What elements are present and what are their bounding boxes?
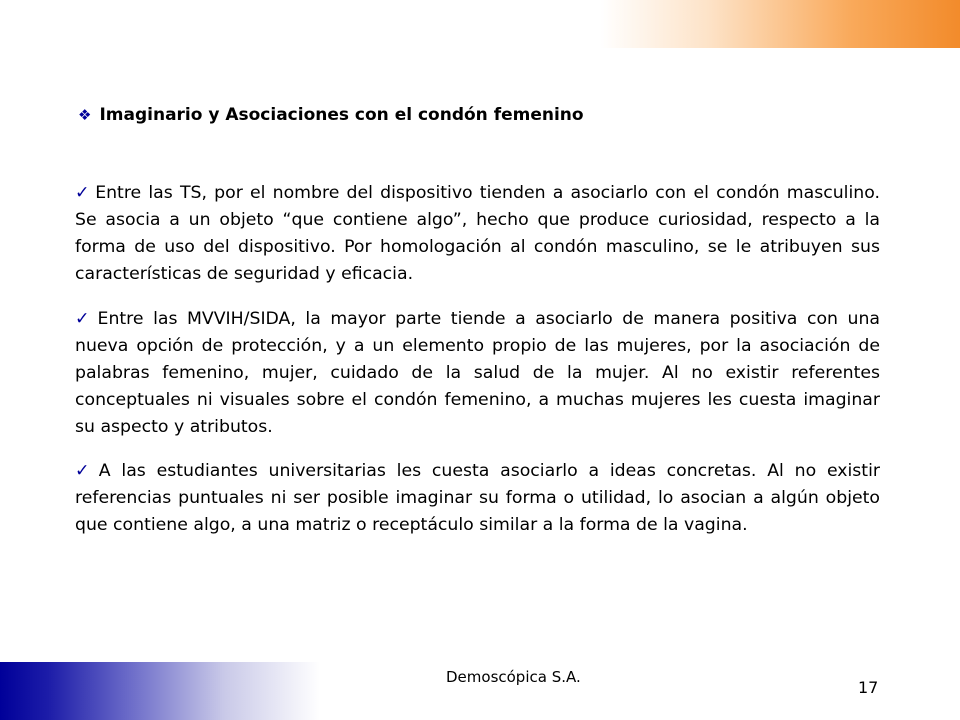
diamond-bullet-icon: ❖ bbox=[78, 106, 92, 124]
bottom-blue-gradient-band bbox=[0, 662, 320, 720]
page-number: 17 bbox=[858, 678, 879, 697]
checkmark-icon: ✓ bbox=[75, 309, 94, 329]
paragraph-ts-text: Entre las TS, por el nombre del dispositivo tienden a asociarlo con el condón masculino. Se asocia a un objeto “que contiene algo”, hecho que produce curiosidad, respecto a la forma de uso del dispositivo. Por homologación al condón masculino, se le atribuyen sus características de seguridad y eficacia. bbox=[75, 183, 880, 284]
paragraph-students-text: A las estudiantes universitarias les cuesta asociarlo a ideas concretas. Al no existir referencias puntuales ni ser posible imaginar su forma o utilidad, lo asocian a algún objeto que contiene algo, a una matriz o receptáculo similar a la forma de la vagina. bbox=[75, 461, 880, 535]
footer-company: Demoscópica S.A. bbox=[446, 668, 581, 686]
paragraph-mvvih bbox=[75, 306, 880, 441]
paragraph-ts bbox=[75, 180, 880, 288]
paragraph-students bbox=[75, 458, 880, 539]
top-orange-gradient-band bbox=[600, 0, 960, 48]
checkmark-icon: ✓ bbox=[75, 183, 92, 203]
paragraph-mvvih-text: Entre las MVVIH/SIDA, la mayor parte tiende a asociarlo de manera positiva con una nueva opción de protección, y a un elemento propio de las mujeres, por la asociación de palabras femenino, mujer, cuidado de la salud de la mujer. Al no existir referentes conceptuales ni visuales sobre el condón femenino, a muchas mujeres les cuesta imaginar su aspecto y atributos. bbox=[75, 309, 880, 437]
slide-heading bbox=[78, 102, 878, 128]
checkmark-icon: ✓ bbox=[75, 461, 95, 481]
heading-text: Imaginario y Asociaciones con el condón femenino bbox=[99, 105, 584, 125]
